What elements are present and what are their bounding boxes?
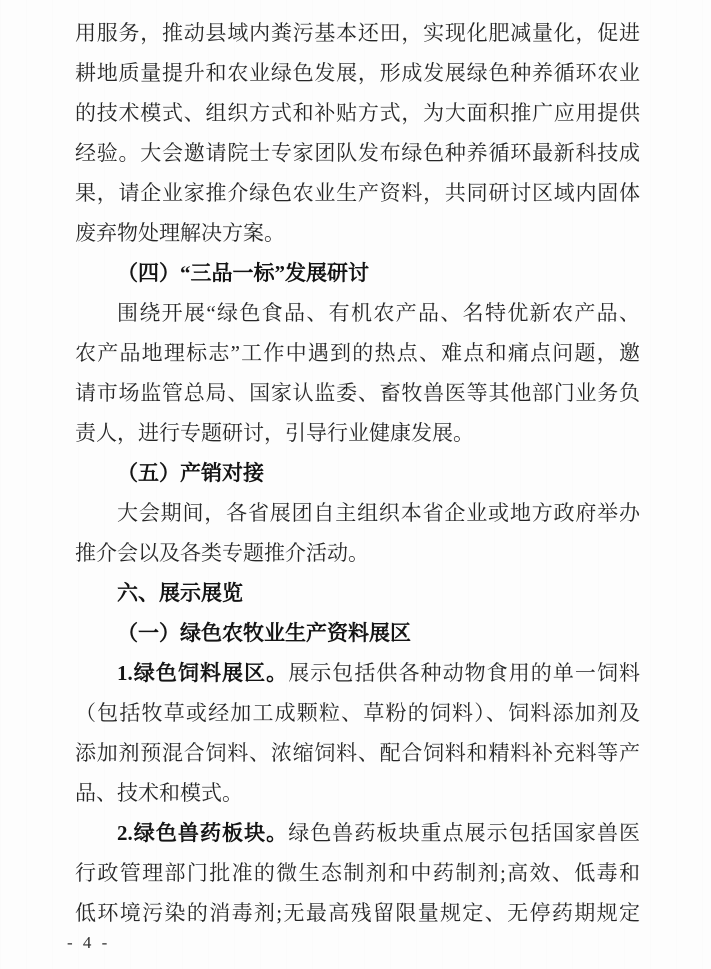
body-text-line: 推介会以及各类专题推介活动。 [75, 541, 369, 565]
document-body [75, 13, 640, 933]
body-text-line: 请市场监管总局、国家认监委、畜牧兽医等其他部门业务负 [75, 381, 640, 405]
body-text-line: 低环境污染的消毒剂;无最高残留限量规定、无停药期规定 [75, 901, 640, 925]
heading-subsection-one: （一）绿色农牧业生产资料展区 [117, 621, 411, 645]
list-item-line [75, 813, 640, 853]
list-item-title: 1.绿色饲料展区。 [117, 661, 289, 685]
body-text-line: 大会期间，各省展团自主组织本省企业或地方政府举办 [117, 501, 640, 525]
heading-section-five: （五）产销对接 [117, 461, 264, 485]
list-item-title: 2.绿色兽药板块。 [117, 821, 289, 845]
body-text-line: 经验。大会邀请院士专家团队发布绿色种养循环最新科技成 [75, 141, 640, 165]
body-text-line: 果，请企业家推介绿色农业生产资料，共同研讨区域内固体 [75, 181, 640, 205]
list-item-text: 展示包括供各种动物食用的单一饲料 [288, 661, 641, 685]
page-number: - 4 - [67, 933, 111, 952]
body-text-line: （包括牧草或经加工成颗粒、草粉的饲料）、饲料添加剂及 [75, 701, 640, 725]
body-text-line: 的技术模式、组织方式和补贴方式，为大面积推广应用提供 [75, 101, 640, 125]
body-text-line: 农产品地理标志”工作中遇到的热点、难点和痛点问题，邀 [75, 341, 640, 365]
body-text-line: 围绕开展“绿色食品、有机农产品、名特优新农产品、 [117, 301, 640, 325]
body-text-line: 行政管理部门批准的微生态制剂和中药制剂;高效、低毒和 [75, 861, 640, 885]
body-text-line: 废弃物处理解决方案。 [75, 221, 285, 245]
heading-section-four: （四）“三品一标”发展研讨 [117, 261, 369, 285]
body-text-line: 耕地质量提升和农业绿色发展，形成发展绿色种养循环农业 [75, 61, 640, 85]
body-text-line: 添加剂预混合饲料、浓缩饲料、配合饲料和精料补充料等产 [75, 741, 640, 765]
list-item-text: 绿色兽药板块重点展示包括国家兽医 [288, 821, 641, 845]
heading-part-six: 六、展示展览 [117, 581, 243, 605]
body-text-line: 责人，进行专题研讨，引导行业健康发展。 [75, 421, 474, 445]
list-item-line [75, 653, 640, 693]
body-text-line: 品、技术和模式。 [75, 781, 243, 805]
body-text-line: 用服务，推动县域内粪污基本还田，实现化肥减量化，促进 [75, 21, 640, 45]
